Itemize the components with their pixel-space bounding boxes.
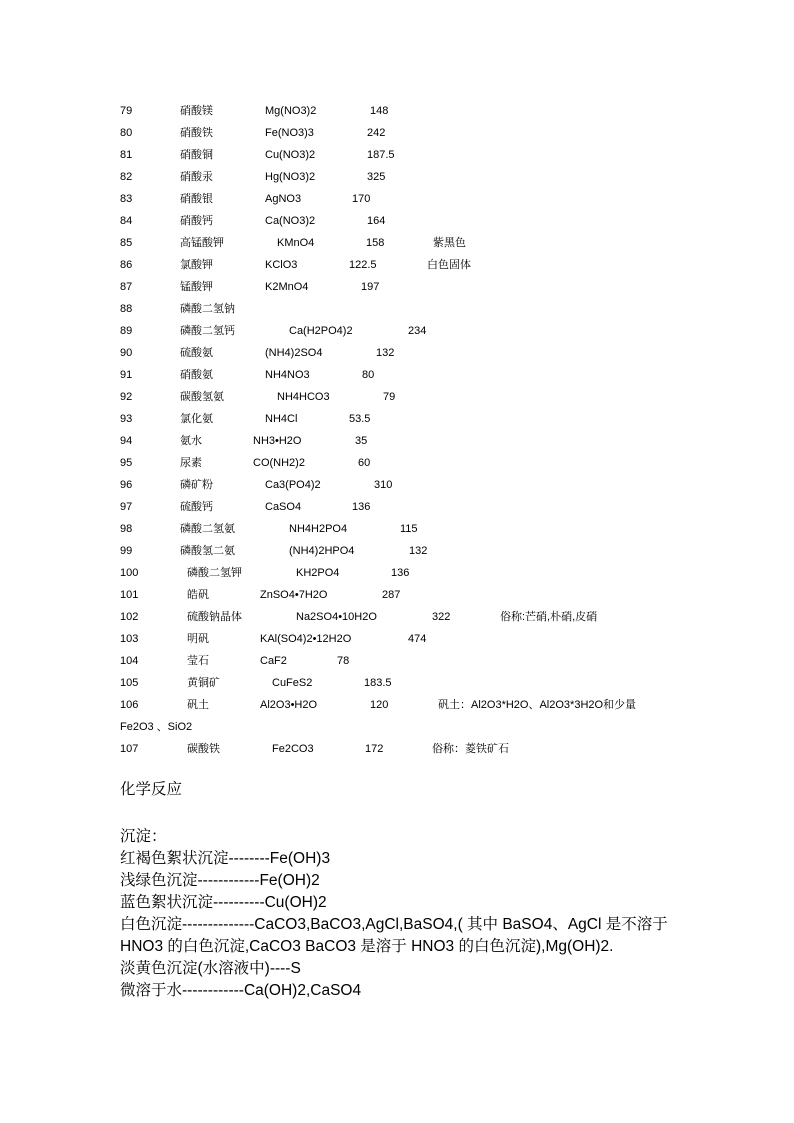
- item-note: 矾土：Al2O3*H2O、Al2O3*3H2O和少量: [438, 699, 637, 711]
- item-formula: Fe2CO3: [272, 743, 314, 755]
- item-number: 98: [120, 523, 133, 535]
- precipitate-line: 淡黄色沉淀(水溶液中)----S: [120, 960, 301, 977]
- item-name: 磷酸二氢钙: [180, 325, 235, 337]
- item-name: 矾土: [187, 699, 209, 711]
- list-item: [120, 606, 720, 628]
- precipitate-line: 红褐色絮状沉淀--------Fe(OH)3: [120, 850, 331, 867]
- item-name: 硫酸氨: [180, 347, 213, 359]
- item-number: 96: [120, 479, 133, 491]
- list-item: [120, 496, 720, 518]
- item-name: 磷酸二氢氨: [180, 523, 235, 535]
- item-mass: 35: [355, 435, 368, 447]
- item-formula: Cu(NO3)2: [265, 149, 316, 161]
- item-formula: Ca3(PO4)2: [265, 479, 321, 491]
- item-formula: CaF2: [260, 655, 287, 667]
- item-mass: 136: [352, 501, 371, 513]
- item-formula: ZnSO4•7H2O: [260, 589, 328, 601]
- item-formula: CO(NH2)2: [253, 457, 305, 469]
- item-mass: 122.5: [349, 259, 377, 271]
- list-item: [120, 232, 720, 254]
- item-formula: (NH4)2HPO4: [289, 545, 355, 557]
- item-name: 高锰酸钾: [180, 237, 224, 249]
- item-mass: 325: [367, 171, 386, 183]
- item-number: 83: [120, 193, 133, 205]
- item-name: 磷酸二氢钾: [187, 567, 242, 579]
- list-item: [120, 364, 720, 386]
- item-name: 硝酸氨: [180, 369, 213, 381]
- item-mass: 78: [337, 655, 350, 667]
- list-item: [120, 540, 720, 562]
- item-formula: NH4Cl: [265, 413, 298, 425]
- item-name: 硝酸钙: [180, 215, 213, 227]
- item-number: 86: [120, 259, 133, 271]
- item-number: 107: [120, 743, 139, 755]
- item-mass: 322: [432, 611, 451, 623]
- item-number: 91: [120, 369, 133, 381]
- list-item: [120, 562, 720, 584]
- list-item: [120, 628, 720, 650]
- item-mass: 115: [400, 523, 418, 535]
- item-mass: 158: [366, 237, 385, 249]
- item-name: 硫酸钙: [180, 501, 213, 513]
- item-mass: 53.5: [349, 413, 371, 425]
- list-item: [120, 452, 720, 474]
- item-name: 碳酸铁: [187, 743, 220, 755]
- item-formula: NH4H2PO4: [289, 523, 348, 535]
- item-number: 100: [120, 567, 139, 579]
- list-item: [120, 672, 720, 694]
- item-mass: 187.5: [367, 149, 395, 161]
- item-mass: 183.5: [364, 677, 392, 689]
- item-note: 紫黑色: [433, 237, 466, 249]
- list-item: [120, 408, 720, 430]
- item-formula: Mg(NO3)2: [265, 105, 317, 117]
- item-name: 碳酸氢氨: [180, 391, 224, 403]
- item-formula: Ca(H2PO4)2: [289, 325, 353, 337]
- list-item: [120, 694, 720, 716]
- item-name: 硝酸汞: [180, 171, 213, 183]
- list-item: [120, 188, 720, 210]
- item-number: 89: [120, 325, 133, 337]
- item-formula: Ca(NO3)2: [265, 215, 316, 227]
- item-mass: 170: [352, 193, 371, 205]
- item-name: 硝酸银: [180, 193, 213, 205]
- item-number: 99: [120, 545, 133, 557]
- item-mass: 120: [370, 699, 389, 711]
- list-item: [120, 518, 720, 540]
- item-formula: K2MnO4: [265, 281, 309, 293]
- item-name: 硝酸铜: [180, 149, 213, 161]
- item-number: 105: [120, 677, 139, 689]
- section-title: 化学反应: [120, 781, 183, 798]
- item-mass: 197: [361, 281, 380, 293]
- item-mass: 242: [367, 127, 386, 139]
- item-formula: KH2PO4: [296, 567, 340, 579]
- item-mass: 136: [391, 567, 410, 579]
- item-formula: KMnO4: [277, 237, 315, 249]
- item-number: 80: [120, 127, 133, 139]
- item-number: 85: [120, 237, 133, 249]
- list-item: [120, 342, 720, 364]
- list-item: [120, 166, 720, 188]
- list-item: [120, 738, 720, 760]
- item-formula: Hg(NO3)2: [265, 171, 316, 183]
- item-mass: 132: [409, 545, 428, 557]
- item-mass: 60: [358, 457, 371, 469]
- list-item: [120, 100, 720, 122]
- item-formula: NH4NO3: [265, 369, 310, 381]
- item-number: 93: [120, 413, 133, 425]
- item-name: 硫酸钠晶体: [187, 611, 242, 623]
- item-name: 氯化氨: [180, 413, 213, 425]
- item-name: 硝酸镁: [180, 105, 213, 117]
- item-name: 磷酸氢二氨: [180, 545, 235, 557]
- item-note: 俗称:芒硝,朴硝,皮硝: [500, 611, 598, 623]
- item-number: 106: [120, 699, 139, 711]
- list-item: [120, 474, 720, 496]
- item-number: 88: [120, 303, 133, 315]
- item-number: 79: [120, 105, 133, 117]
- item-formula: CaSO4: [265, 501, 302, 513]
- item-formula: Fe(NO3)3: [265, 127, 314, 139]
- list-item: [120, 584, 720, 606]
- item-number: 81: [120, 149, 133, 161]
- item-formula: CuFeS2: [272, 677, 313, 689]
- item-number: 87: [120, 281, 133, 293]
- item-note: 俗称：菱铁矿石: [432, 743, 509, 755]
- item-mass: 79: [383, 391, 396, 403]
- item-mass: 234: [408, 325, 427, 337]
- item-number: 97: [120, 501, 133, 513]
- item-mass: 474: [408, 633, 427, 645]
- list-item: [120, 320, 720, 342]
- item-number: 94: [120, 435, 133, 447]
- item-formula: AgNO3: [265, 193, 302, 205]
- item-name: 黄铜矿: [187, 677, 220, 689]
- item-formula: NH3•H2O: [253, 435, 302, 447]
- list-item: [120, 210, 720, 232]
- item-formula: NH4HCO3: [277, 391, 330, 403]
- precipitate-line: 微溶于水------------Ca(OH)2,CaSO4: [120, 982, 362, 999]
- item-note: 白色固体: [427, 259, 471, 271]
- item-mass: 310: [374, 479, 393, 491]
- item-name: 氨水: [180, 435, 202, 447]
- item-mass: 132: [376, 347, 395, 359]
- item-formula: KClO3: [265, 259, 298, 271]
- item-name: 锰酸钾: [180, 281, 213, 293]
- list-item-continuation: Fe2O3 、SiO2: [120, 721, 193, 733]
- item-name: 皓矾: [187, 589, 209, 601]
- item-mass: 172: [365, 743, 384, 755]
- item-number: 92: [120, 391, 133, 403]
- item-name: 硝酸铁: [180, 127, 213, 139]
- item-number: 104: [120, 655, 139, 667]
- item-name: 磷矿粉: [180, 479, 213, 491]
- item-number: 95: [120, 457, 133, 469]
- item-number: 90: [120, 347, 133, 359]
- item-name: 尿素: [180, 457, 202, 469]
- item-name: 明矾: [187, 633, 209, 645]
- item-number: 82: [120, 171, 133, 183]
- item-name: 氯酸钾: [180, 259, 213, 271]
- item-mass: 287: [382, 589, 401, 601]
- precipitate-line: 蓝色絮状沉淀----------Cu(OH)2: [120, 894, 327, 911]
- item-mass: 148: [370, 105, 389, 117]
- item-number: 102: [120, 611, 139, 623]
- list-item: [120, 254, 720, 276]
- list-item: [120, 430, 720, 452]
- compound-list: [120, 100, 720, 760]
- precipitate-line: 白色沉淀--------------CaCO3,BaCO3,AgCl,BaSO4,( 其中 BaSO4、AgCl 是不溶于 HNO3 的白色沉淀,CaCO3 BaCO3 是溶于 HNO3 的白色沉淀),Mg(OH)2.: [120, 916, 668, 955]
- item-name: 莹石: [187, 655, 209, 667]
- list-item: [120, 650, 720, 672]
- item-mass: 164: [367, 215, 386, 227]
- item-formula: Al2O3•H2O: [260, 699, 318, 711]
- reactions-section: [120, 778, 690, 1002]
- item-number: 101: [120, 589, 139, 601]
- item-formula: KAl(SO4)2•12H2O: [260, 633, 352, 645]
- item-formula: Na2SO4•10H2O: [296, 611, 377, 623]
- list-item: [120, 144, 720, 166]
- item-number: 84: [120, 215, 133, 227]
- list-item: [120, 298, 720, 320]
- list-item: [120, 386, 720, 408]
- list-item: [120, 276, 720, 298]
- list-item: [120, 122, 720, 144]
- item-number: 103: [120, 633, 139, 645]
- item-formula: (NH4)2SO4: [265, 347, 323, 359]
- item-mass: 80: [362, 369, 375, 381]
- precipitate-line: 浅绿色沉淀------------Fe(OH)2: [120, 872, 320, 889]
- item-name: 磷酸二氢钠: [180, 303, 235, 315]
- precipitate-heading: 沉淀：: [120, 828, 167, 845]
